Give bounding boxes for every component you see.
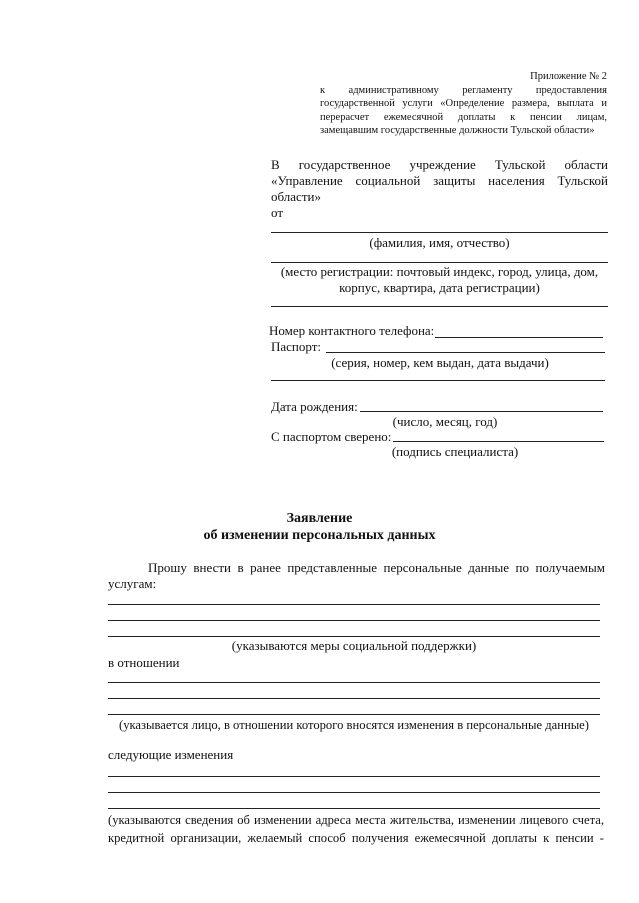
changes-line-1[interactable] (108, 776, 600, 777)
address-line[interactable] (271, 262, 608, 263)
fio-caption: (фамилия, имя, отчество) (369, 235, 510, 250)
measures-caption: (указываются меры социальной поддержки) (231, 638, 477, 653)
passport-caption: (серия, номер, кем выдан, дата выдачи) (331, 355, 549, 370)
appendix-block (320, 70, 607, 138)
phone-field[interactable] (435, 337, 603, 338)
changes-line-3[interactable] (108, 808, 600, 809)
measures-line-2[interactable] (108, 620, 600, 621)
changes-caption-2: кредитной организации, желаемый способ получения ежемесячной доплаты к пенсии - (108, 831, 604, 845)
regarding-line-1[interactable] (108, 682, 600, 683)
appendix-line-2: государственной услуги «Определение размера, выплата и (320, 98, 607, 109)
changes-line-2[interactable] (108, 792, 600, 793)
addressee-block (271, 157, 608, 221)
changes-caption-1: (указываются сведения об изменении адреса места жительства, изменении лицевого счета, (108, 813, 604, 827)
passport-field[interactable] (326, 352, 605, 353)
phone-label: Номер контактного телефона: (269, 323, 435, 338)
appendix-line-1: к административному регламенту предоставления (320, 84, 607, 96)
regarding-line-3[interactable] (108, 714, 600, 715)
regarding-label: в отношении (108, 655, 180, 670)
measures-line-1[interactable] (108, 604, 600, 605)
statement-title: Заявление (286, 511, 353, 526)
verified-label: С паспортом сверено: (271, 429, 392, 444)
changes-label: следующие изменения (108, 747, 234, 762)
regarding-line-2[interactable] (108, 698, 600, 699)
birth-label: Дата рождения: (271, 399, 358, 414)
verified-field[interactable] (393, 441, 604, 442)
address-caption-1: (место регистрации: почтовый индекс, город, улица, дом, (280, 264, 599, 279)
statement-subtitle: об изменении персональных данных (203, 528, 436, 543)
statement-intro-2: услугам: (108, 576, 157, 591)
addressee-line-2: «Управление социальной защиты населения Тульской (271, 173, 608, 188)
fio-line[interactable] (271, 232, 608, 233)
from-label: от (271, 205, 284, 220)
measures-line-3[interactable] (108, 636, 600, 637)
appendix-title: Приложение № 2 (530, 71, 607, 82)
passport-line-2[interactable] (271, 380, 605, 381)
addressee-line-1: В государственное учреждение Тульской области (271, 157, 608, 172)
appendix-line-4: замещавшим государственные должности Тульской области» (320, 125, 595, 136)
addressee-line-3: области» (271, 189, 321, 204)
passport-label: Паспорт: (271, 339, 322, 354)
appendix-line-3: перерасчет ежемесячной доплаты к пенсии лицам, (320, 111, 607, 123)
birth-caption: (число, месяц, год) (392, 414, 498, 429)
person-caption: (указывается лицо, в отношении которого вносятся изменения в персональные данные) (119, 718, 589, 732)
address-caption-2: корпус, квартира, дата регистрации) (339, 280, 540, 295)
birth-field[interactable] (360, 411, 603, 412)
statement-intro-1: Прошу внести в ранее представленные персональные данные по получаемым (148, 560, 605, 575)
verified-caption: (подпись специалиста) (391, 444, 519, 459)
address-line-2[interactable] (271, 306, 608, 307)
